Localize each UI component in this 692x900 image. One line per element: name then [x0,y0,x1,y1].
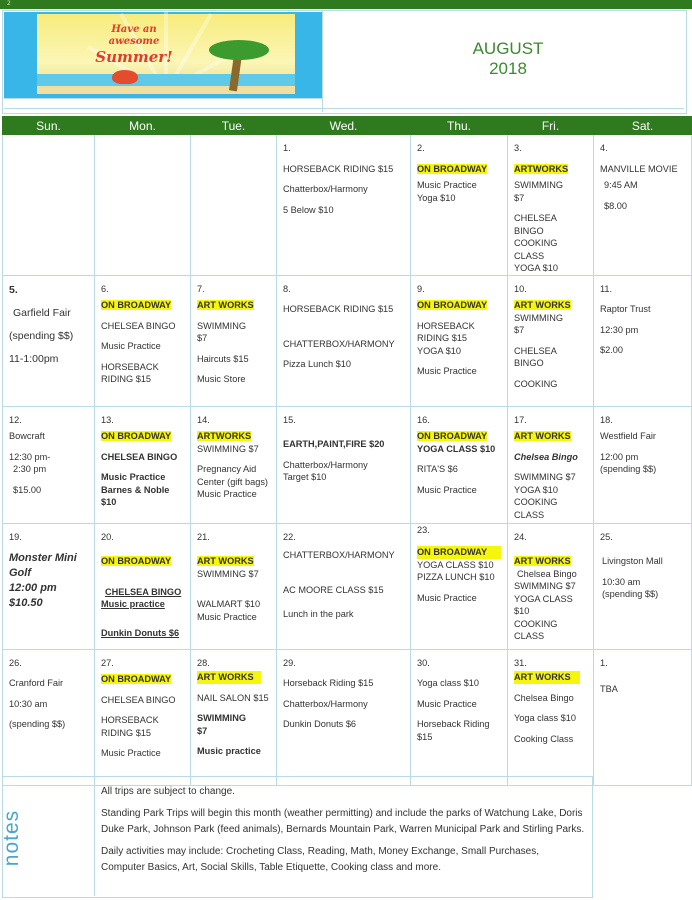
event: MANVILLE MOVIE [600,163,678,174]
event: Horseback Riding $15 [283,678,374,688]
day-cell [411,523,508,649]
event: $15.00 [13,484,42,495]
event-highlight: ON BROADWAY [101,556,172,566]
date-number: 23. [417,524,430,535]
month-name: AUGUST [472,39,544,58]
week-row [3,275,692,406]
day-cell [594,135,692,276]
day-cell [277,406,411,523]
note-paragraph: All trips are subject to change. [101,786,235,797]
note-paragraph: Standing Park Trips will begin this month (weather permitting) and include the parks of Watchung Lake, Doris Duke Park, Johnson Park (feed animals), Bernards Mountain Park, Warren Municipal Park and Stirling Parks. [101,808,585,835]
day-cell [508,523,594,649]
event: (spending $$) [602,589,659,599]
event: SWIMMING [197,713,246,723]
event: $2.00 [600,345,623,355]
date-number: 18. [600,414,613,425]
event: $7 [197,725,208,736]
event: Music Practice [417,592,477,603]
day-cell [411,275,508,406]
day-header: Tue. [191,117,277,135]
event: YOGA CLASS $10 [417,559,494,570]
event: Livingston Mall [602,556,663,566]
event: 11-1:00pm [9,352,59,365]
event: $7 [514,192,525,203]
day-cell [508,135,594,276]
crab-icon [112,70,138,84]
event: SWIMMING $7 [514,581,576,591]
event: Lunch in the park [283,609,354,619]
event: Music practice [101,599,165,609]
banner-line3: Summer! [95,48,173,66]
event: SWIMMING $7 [197,443,259,454]
event: CHELSEA BINGO [514,213,557,236]
event: Chelsea Bingo [517,568,577,579]
date-number: 29. [283,657,296,668]
event: Music Practice [101,472,166,482]
day-cell [277,135,411,276]
day-cell [277,275,411,406]
event: Music Practice [417,180,477,190]
date-number: 20. [101,531,114,542]
event: NAIL SALON $15 [197,692,269,703]
event: Dunkin Donuts $6 [101,627,180,638]
day-cell [508,649,594,785]
day-header-row [3,117,692,135]
day-header: Wed. [277,117,411,135]
event: Chatterbox/Harmony [283,698,368,709]
event-highlight: ART WORKS [197,671,261,684]
event: CHATTERBOX/HARMONY [283,550,395,560]
event: 12:00 pm [600,451,639,462]
day-cell [95,523,191,649]
event: Yoga class $10 [417,678,479,688]
note-paragraph: Daily activities may include: Crocheting Class, Reading, Math, Money Exchange, Small Purchases, Computer Basics, Art, Social Skills, Table Etiquette, Cooking class and more. [101,846,539,873]
event: $8.00 [604,200,627,211]
event: Music Practice [197,489,257,499]
event-highlight: ART WORKS [514,556,571,566]
date-number: 15. [283,414,296,425]
date-number: 25. [600,531,613,542]
event: YOGA $10 [514,263,558,273]
event: Pizza Lunch $10 [283,359,351,369]
event: Chatterbox/Harmony [283,184,368,194]
event: PIZZA LUNCH $10 [417,572,495,582]
event: RITA'S $6 [417,464,458,474]
day-cell [277,523,411,649]
event: Chelsea Bingo [514,692,574,703]
event: Music Store [197,374,246,384]
year: 2018 [489,59,527,78]
event: SWIMMING $7 [197,568,259,579]
day-cell [508,406,594,523]
event-highlight: ON BROADWAY [101,300,172,310]
day-header: Thu. [411,117,508,135]
date-number: 26. [9,657,22,668]
event: Music Practice [417,366,477,376]
day-cell [3,523,95,649]
day-cell [411,649,508,785]
date-number: 1. [600,657,608,668]
event: Haircuts $15 [197,353,249,364]
event: WALMART $10 [197,599,261,609]
day-cell [411,406,508,523]
event: (spending $$) [9,329,74,342]
date-number: 14. [197,414,210,425]
day-cell [3,649,95,785]
date-number: 31. [514,657,527,668]
event: TBA [600,684,618,694]
event: 10:30 am [9,698,48,709]
event: Target $10 [283,472,327,482]
banner-line1: Have an [111,24,157,35]
event: COOKING [514,378,558,389]
date-number: 11. [600,283,613,294]
date-number: 17. [514,414,527,425]
event-highlight: ARTWORKS [197,431,252,441]
day-cell [594,523,692,649]
event: $10.50 [9,597,43,609]
date-number: 3. [514,143,522,153]
event-highlight: ART WORKS [197,300,254,310]
event: Chelsea Bingo [514,451,578,462]
event: Music Practice [417,698,477,709]
event: $7 [197,333,208,343]
event: 12:30 pm- [9,451,51,462]
event-highlight: ON BROADWAY [417,431,488,441]
date-number: 28. [197,657,210,668]
top-bar [0,0,692,9]
day-cell [191,406,277,523]
event: YOGA CLASS $10 [514,593,573,616]
day-cell [594,275,692,406]
event: 12:30 pm [600,324,639,335]
date-number: 13. [101,414,114,425]
date-number: 9. [417,283,425,294]
notes-label [0,782,46,894]
event-highlight: ON BROADWAY [101,431,172,441]
page-marker: 2 [7,0,11,7]
day-cell [95,649,191,785]
event: Cooking Class [514,733,574,744]
event: 12:00 pm [9,582,57,594]
day-cell [95,275,191,406]
event: CHELSEA BINGO [514,345,557,368]
event: HORSEBACK RIDING $15 [101,361,159,384]
date-number: 1. [283,143,291,153]
event: Raptor Trust [600,304,651,314]
event: Music Practice [101,748,161,758]
summer-banner-image [4,12,322,98]
event: AC MOORE CLASS $15 [283,584,384,595]
day-cell [3,275,95,406]
event-highlight: ARTWORKS [514,163,569,174]
day-header: Mon. [95,117,191,135]
event: Monster Mini Golf [9,552,77,579]
event: Garfield Fair [13,306,71,319]
date-number: 19. [9,531,22,542]
date-number: 8. [283,283,291,294]
day-cell-empty [191,135,277,276]
date-number: 7. [197,283,205,294]
date-number: 30. [417,657,430,668]
week-row [3,649,692,785]
event: Music Practice [197,611,257,622]
event: Yoga class $10 [514,713,576,723]
event: Westfield Fair [600,431,656,441]
notes-label-text: notes [0,809,24,867]
week-row [3,135,692,276]
day-header: Sat. [594,117,692,135]
day-header: Fri. [508,117,594,135]
event: CHELSEA BINGO [105,586,182,597]
date-number: 16. [417,414,430,425]
event: HORSEBACK RIDING $15 [417,320,475,343]
event-highlight: ON BROADWAY [417,163,488,174]
day-cell [95,406,191,523]
calendar-grid [2,116,692,786]
day-cell [191,275,277,406]
event: COOKING CLASS [514,618,558,641]
event-highlight: ART WORKS [197,556,254,566]
week-row [3,523,692,649]
event: Horseback Riding $15 [417,719,490,742]
day-cell [191,649,277,785]
date-number: 27. [101,657,114,668]
event: 9:45 AM [604,180,638,190]
event: Pregnancy Aid Center (gift bags) [197,464,268,487]
event: YOGA $10 [417,345,461,356]
date-number: 5. [9,283,18,296]
date-number: 2. [417,143,425,153]
event: HORSEBACK RIDING $15 [283,163,394,174]
date-number: 4. [600,143,608,153]
event: Music Practice [101,341,161,351]
day-cell [3,406,95,523]
event: 5 Below $10 [283,204,334,215]
event: Barnes & Noble $10 [101,484,170,507]
event: Music practice [197,746,261,756]
event: (spending $$) [600,464,657,474]
date-number: 6. [101,283,109,294]
day-header: Sun. [3,117,95,135]
event: COOKING CLASS [514,238,558,261]
day-cell [191,523,277,649]
event-highlight: ART WORKS [514,671,580,684]
month-title [443,39,573,79]
event: COOKING CLASS [514,497,558,520]
notes-content [94,776,591,896]
event: $7 [514,325,525,335]
event-highlight: ON BROADWAY [417,300,488,310]
event: SWIMMING [197,320,246,331]
day-cell [594,649,692,785]
event: HORSEBACK RIDING $15 [283,304,394,314]
event: SWIMMING [514,312,563,323]
event: Yoga $10 [417,192,456,203]
event: 10:30 am [602,576,641,587]
day-cell [277,649,411,785]
event: Bowcraft [9,431,45,441]
event: YOGA $10 [514,484,558,495]
day-cell [594,406,692,523]
day-cell-empty [3,135,95,276]
event: Dunkin Donuts $6 [283,719,357,729]
date-number: 12. [9,414,22,425]
event: CHATTERBOX/HARMONY [283,338,395,349]
event: CHELSEA BINGO [101,694,176,705]
event: CHELSEA BINGO [101,320,176,331]
date-number: 24. [514,531,527,542]
event: Chatterbox/Harmony [283,459,368,470]
day-cell-empty [95,135,191,276]
banner-line2: awesome [108,36,160,47]
event: SWIMMING [514,180,563,190]
event: EARTH,PAINT,FIRE $20 [283,439,385,449]
day-cell [411,135,508,276]
day-cell [508,275,594,406]
event: Cranford Fair [9,678,64,688]
week-row [3,406,692,523]
date-number: 22. [283,531,296,542]
event: Music Practice [417,484,477,495]
event: CHELSEA BINGO [101,451,178,462]
event-highlight: ON BROADWAY [417,546,501,559]
event: SWIMMING $7 [514,472,576,482]
event-highlight: ART WORKS [514,431,571,441]
event: YOGA CLASS $10 [417,443,496,454]
event-highlight: ON BROADWAY [101,674,172,684]
event-highlight: ART WORKS [514,300,571,310]
event: HORSEBACK RIDING $15 [101,715,159,738]
date-number: 21. [197,531,210,542]
date-number: 10. [514,283,527,294]
event: (spending $$) [9,719,66,729]
calendar-header [2,10,687,114]
event: 2:30 pm [13,464,47,474]
